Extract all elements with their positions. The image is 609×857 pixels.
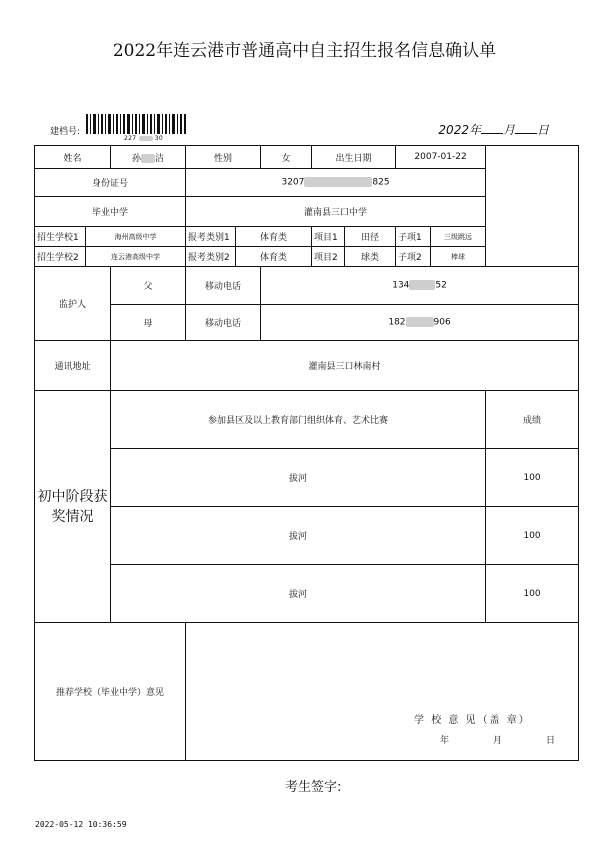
mother-phone-suffix: 906: [433, 317, 451, 328]
award-name: 拔河: [111, 507, 486, 565]
student-id-number: [186, 169, 486, 197]
application-category-1: 体育类: [236, 227, 312, 247]
award-score: 100: [486, 565, 579, 623]
award-score: 100: [486, 507, 579, 565]
application-school-1: 海州高级中学: [86, 227, 186, 247]
award-name: 拔河: [111, 565, 486, 623]
redaction: [406, 317, 434, 327]
opinion-month: 月: [493, 736, 503, 746]
score-header: 成绩: [486, 391, 579, 449]
label-father: 父: [111, 267, 186, 305]
label-category1: 报考类别1: [186, 227, 236, 247]
id-suffix: 825: [372, 177, 390, 188]
print-timestamp: 2022-05-12 10:36:59: [35, 820, 127, 829]
date-day: 日: [536, 123, 549, 137]
row-opinion: [35, 623, 579, 761]
date-month: 月: [502, 123, 515, 137]
redaction: [141, 154, 155, 163]
label-school1: 招生学校1: [35, 227, 86, 247]
label-subitem1: 子项1: [396, 227, 431, 247]
father-phone: [261, 267, 579, 305]
label-mother-mobile: 移动电话: [186, 305, 261, 341]
label-opinion: 推荐学校（毕业中学）意见: [35, 623, 186, 761]
opinion-date: [440, 733, 579, 746]
label-name: 姓名: [35, 146, 111, 169]
student-gender: 女: [261, 146, 312, 169]
label-grad-school: 毕业中学: [35, 197, 186, 227]
form-date: [438, 121, 549, 138]
application-school-2: 连云港高级中学: [86, 247, 186, 267]
label-guardian: 监护人: [35, 267, 111, 341]
row-mother: [35, 305, 579, 341]
mother-phone-prefix: 182: [388, 317, 406, 328]
label-subitem2: 子项2: [396, 247, 431, 267]
award-row: [35, 565, 579, 623]
student-grad-school: 灌南县三口中学: [186, 197, 486, 227]
father-phone-prefix: 134: [392, 280, 410, 291]
label-address: 通讯地址: [35, 341, 111, 391]
label-awards-section: 初中阶段获奖情况: [35, 391, 111, 623]
photo-box: [486, 146, 579, 267]
student-address: 灌南县三口林南村: [111, 341, 579, 391]
row-father: [35, 267, 579, 305]
label-father-mobile: 移动电话: [186, 267, 261, 305]
name-first: 孙: [132, 153, 142, 164]
award-score: 100: [486, 449, 579, 507]
row-basic: [35, 146, 579, 169]
row-awards-header: [35, 391, 579, 449]
student-birth-date: 2007-01-22: [396, 146, 486, 169]
barcode-suffix: 30: [154, 135, 164, 142]
application-category-2: 体育类: [236, 247, 312, 267]
opinion-year: 年: [440, 736, 450, 746]
row-address: [35, 341, 579, 391]
award-name: 拔河: [111, 449, 486, 507]
application-subitem-1: 三级跳远: [431, 227, 486, 247]
label-id-number: 身份证号: [35, 169, 186, 197]
label-birth-date: 出生日期: [312, 146, 396, 169]
page-title: 2022年连云港市普通高中自主招生报名信息确认单: [112, 41, 497, 61]
award-row: [35, 507, 579, 565]
mother-phone: [261, 305, 579, 341]
label-gender: 性别: [186, 146, 261, 169]
label-category2: 报考类别2: [186, 247, 236, 267]
name-last: 洁: [155, 153, 165, 164]
redaction: [304, 177, 372, 187]
barcode: [86, 114, 186, 134]
application-item-2: 球类: [345, 247, 396, 267]
award-row: [35, 449, 579, 507]
archive-label: 建档号:: [50, 127, 81, 137]
label-school2: 招生学校2: [35, 247, 86, 267]
info-form: [34, 145, 579, 761]
id-prefix: 3207: [281, 177, 305, 188]
redaction: [139, 136, 153, 141]
application-subitem-2: 棒球: [431, 247, 486, 267]
label-mother: 母: [111, 305, 186, 341]
label-item1: 项目1: [312, 227, 345, 247]
barcode-prefix: 227: [124, 135, 137, 142]
date-year: 2022年: [438, 123, 481, 137]
opinion-day: 日: [546, 736, 556, 746]
student-name: [111, 146, 186, 169]
opinion-box: [186, 623, 579, 761]
barcode-number: [124, 135, 163, 142]
father-phone-suffix: 52: [435, 280, 447, 291]
stamp-label: 学 校 意 见（盖 章）: [414, 715, 531, 726]
label-item2: 项目2: [312, 247, 345, 267]
application-item-1: 田径: [345, 227, 396, 247]
signature-label: 考生签字:: [285, 780, 342, 795]
awards-header: 参加县区及以上教育部门组织体育、艺术比赛: [111, 391, 486, 449]
redaction: [409, 280, 435, 290]
